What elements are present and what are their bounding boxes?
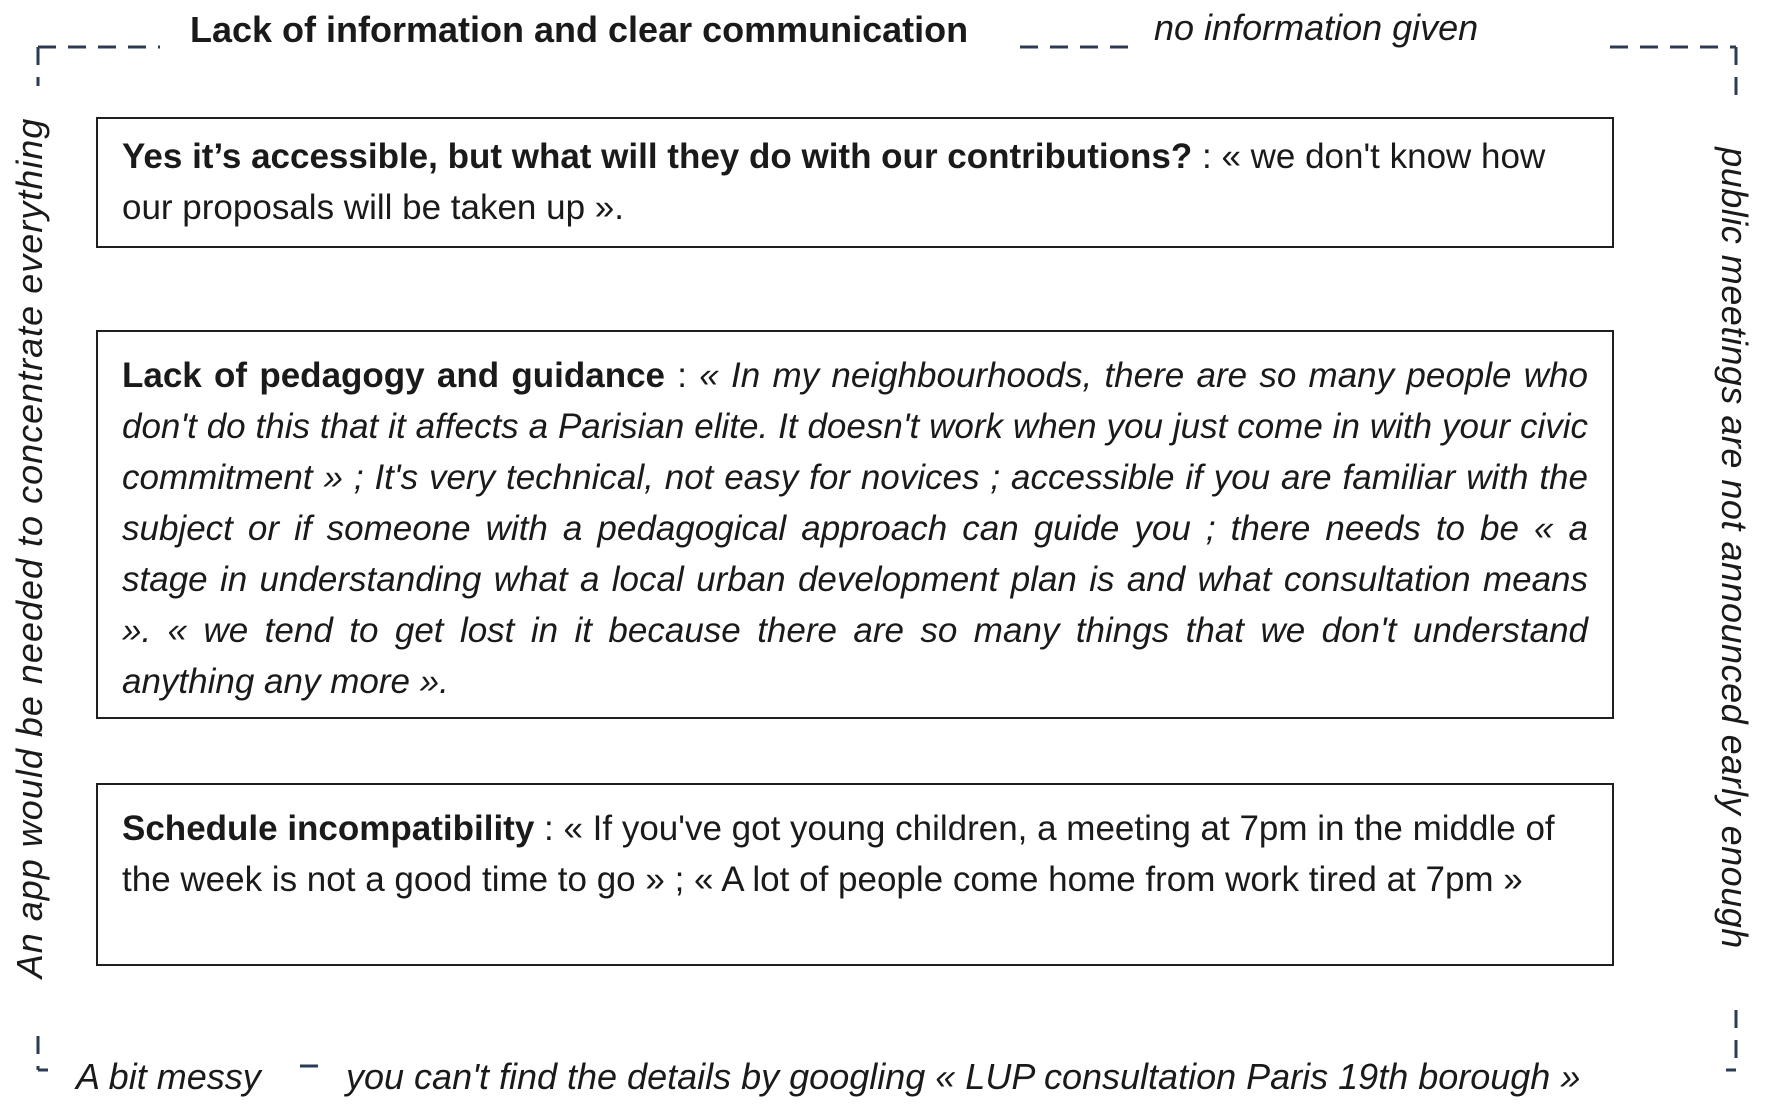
pedagogy-quote: « In my neighbourhoods, there are so many people who don't do this that it affects a Parisian elite. It doesn't work when you just come in with your civic commitment » ; It's very technical, not easy for novices ; accessible if you are familiar with the subject or if someone with a pedagogical approach can guide you ; there needs to be « a stage in understanding what a local urban development plan is and what consultation means ». « we tend to get lost in it because there are so many things that we don't understand anything any more ». <box>122 356 1588 701</box>
schedule-box <box>96 783 1614 966</box>
pedagogy-heading: Lack of pedagogy and guidance <box>122 356 666 395</box>
schedule-heading: Schedule incompatibility <box>122 809 535 848</box>
frame-right-note: public meetings are not announced early enough <box>1714 147 1755 949</box>
frame-bottom-right-note: you can't find the details by googling « LUP consultation Paris 19th borough » <box>342 1059 1584 1095</box>
frame-left-note: An app would be needed to concentrate everything <box>9 117 50 979</box>
frame-top-note: no information given <box>1150 10 1482 46</box>
schedule-quote: : « If you've got young children, a meeting at 7pm in the middle of the week is not a good time to go » ; « A lot of people come home from work tired at 7pm » <box>122 809 1555 899</box>
accessibility-quote: : « we don't know how our proposals will be taken up ». <box>122 137 1546 227</box>
frame-top-title: Lack of information and clear communication <box>186 12 972 48</box>
accessibility-heading: Yes it’s accessible, but what will they do with our contributions? <box>122 137 1193 176</box>
pedagogy-separator: : <box>665 356 700 395</box>
accessibility-box <box>96 117 1614 248</box>
pedagogy-box <box>96 330 1614 719</box>
frame-bottom-left-note: A bit messy <box>72 1059 265 1095</box>
